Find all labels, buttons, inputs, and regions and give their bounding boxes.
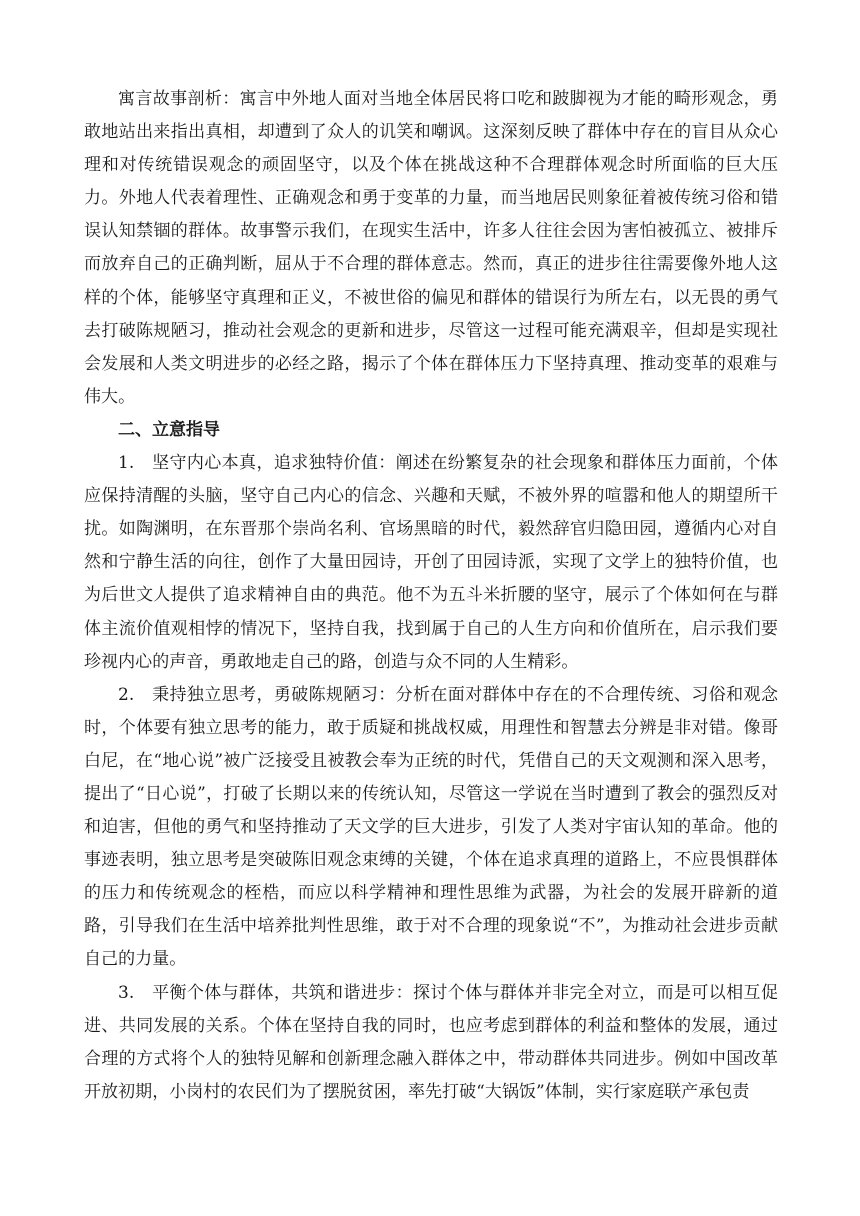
section-heading: 二、立意指导 (118, 419, 220, 440)
point-2-paragraph: 2. 秉持独立思考，勇破陈规陋习：分析在面对群体中存在的不合理传统、习俗和观念时，个体要有独立思考的能力，敢于质疑和挑战权威，用理性和智慧去分辨是非对错。像哥白尼，在“地心说”被广泛接受且被教会奉为正统的时代，凭借自己的天文观测和深入思考，提出了“日心说”，打破了长期以来的传统认知，尽管这一学说在当时遭到了教会的强烈反对和迫害，但他的勇气和坚持推动了天文学的巨大进步，引发了人类对宇宙认知的革命。他的事迹表明，独立思考是突破陈旧观念束缚的关键，个体在追求真理的道路上，不应畏惧群体的压力和传统观念的桎梏，而应以科学精神和理性思维为武器，为社会的发展开辟新的道路，引导我们在生活中培养批判性思维，敢于对不合理的现象说“不”，为推动社会进步贡献自己的力量。 (84, 684, 778, 970)
fable-analysis-paragraph: 寓言故事剖析：寓言中外地人面对当地全体居民将口吃和跛脚视为才能的畸形观念，勇敢地站出来指出真相，却遭到了众人的讥笑和嘲讽。这深刻反映了群体中存在的盲目从众心理和对传统错误观念的顽固坚守，以及个体在挑战这种不合理群体观念时所面临的巨大压力。外地人代表着理性、正确观念和勇于变革的力量，而当地居民则象征着被传统习俗和错误认知禁锢的群体。故事警示我们，在现实生活中，许多人往往会因为害怕被孤立、被排斥而放弃自己的正确判断，屈从于不合理的群体意志。然而，真正的进步往往需要像外地人这样的个体，能够坚守真理和正义，不被世俗的偏见和群体的错误行为所左右，以无畏的勇气去打破陈规陋习，推动社会观念的更新和进步，尽管这一过程可能充满艰辛，但却是实现社会发展和人类文明进步的必经之路，揭示了个体在群体压力下坚持真理、推动变革的艰难与伟大。 (84, 89, 778, 407)
point-1-paragraph: 1. 坚守内心本真，追求独特价值：阐述在纷繁复杂的社会现象和群体压力面前，个体应保持清醒的头脑，坚守自己内心的信念、兴趣和天赋，不被外界的喧嚣和他人的期望所干扰。如陶渊明，在东晋那个崇尚名利、官场黑暗的时代，毅然辞官归隐田园，遵循内心对自然和宁静生活的向往，创作了大量田园诗，开创了田园诗派，实现了文学上的独特价值，也为后世文人提供了追求精神自由的典范。他不为五斗米折腰的坚守，展示了个体如何在与群体主流价值观相悖的情况下，坚持自我，找到属于自己的人生方向和价值所在，启示我们要珍视内心的声音，勇敢地走自己的路，创造与众不同的人生精彩。 (84, 453, 778, 672)
document-page (84, 83, 778, 1109)
point-3-paragraph: 3. 平衡个体与群体，共筑和谐进步：探讨个体与群体并非完全对立，而是可以相互促进、共同发展的关系。个体在坚持自我的同时，也应考虑到群体的利益和整体的发展，通过合理的方式将个人的独特见解和创新理念融入群体之中，带动群体共同进步。例如中国改革开放初期，小岗村的农民们为了摆脱贫困，率先打破“大锅饭”体制，实行家庭联产承包责 (84, 982, 778, 1102)
